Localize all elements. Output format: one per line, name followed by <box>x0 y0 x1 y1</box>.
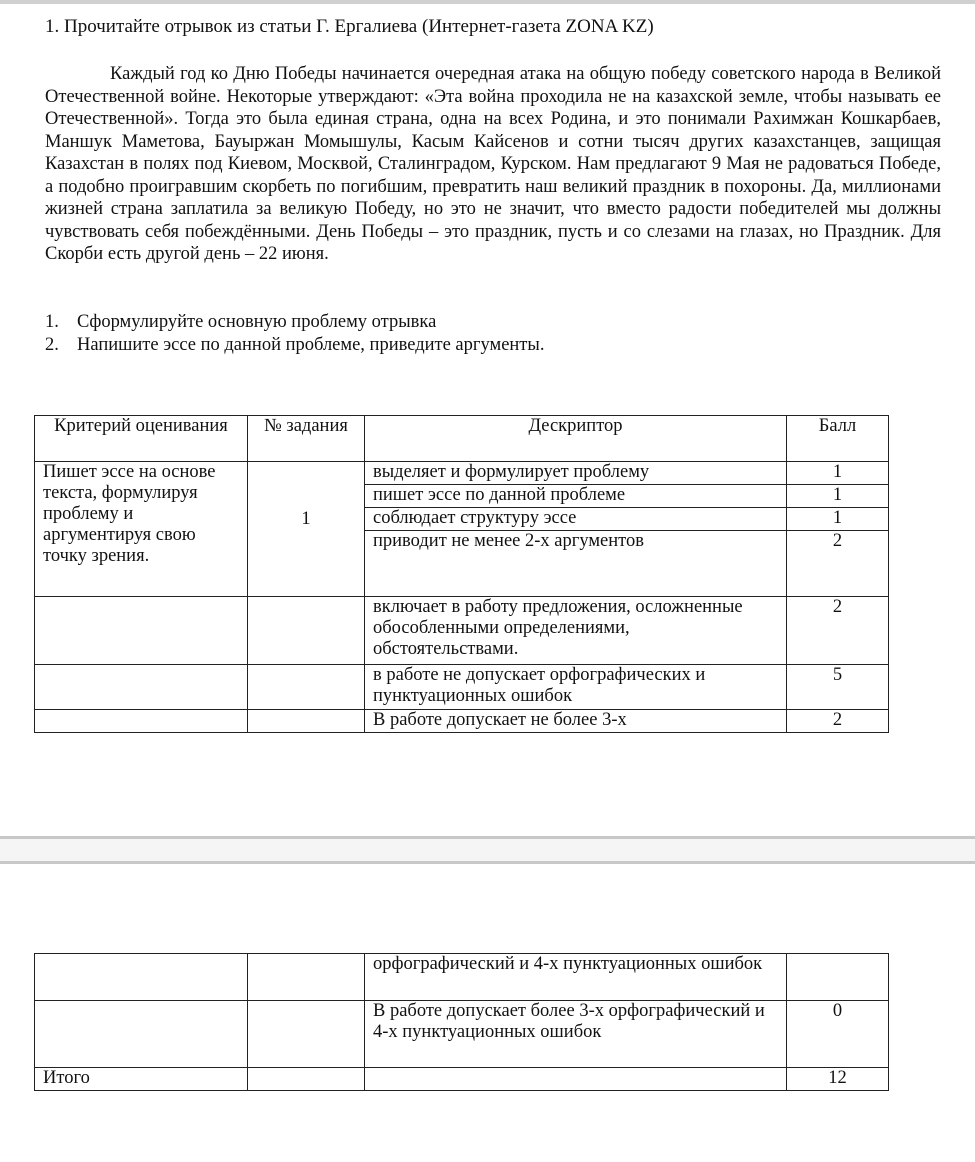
empty-cell <box>248 954 365 1001</box>
table-row <box>35 1001 889 1068</box>
total-row <box>35 1068 889 1091</box>
empty-cell <box>248 710 365 733</box>
task-text: Сформулируйте основную проблему отрывка <box>77 312 437 332</box>
task-item <box>45 334 544 357</box>
descriptor-cell: выделяет и формулирует проблему <box>365 462 787 485</box>
table-row <box>35 710 889 733</box>
header-row <box>35 416 889 462</box>
page-break <box>0 836 975 864</box>
score-cell: 2 <box>787 531 889 597</box>
table-row <box>35 665 889 710</box>
task-number: 2. <box>45 335 59 355</box>
descriptor-cell: соблюдает структуру эссе <box>365 508 787 531</box>
empty-cell <box>35 710 248 733</box>
task-list <box>45 311 544 357</box>
total-label: Итого <box>35 1068 248 1091</box>
score-cell <box>787 954 889 1001</box>
empty-cell <box>35 1001 248 1068</box>
page-top-edge <box>0 0 975 4</box>
descriptor-cell: орфографический и 4-х пунктуационных ошибок <box>365 954 787 1001</box>
empty-cell <box>35 665 248 710</box>
table-row <box>35 597 889 665</box>
task-text: Напишите эссе по данной проблеме, приведите аргументы. <box>77 335 545 355</box>
empty-cell <box>365 1068 787 1091</box>
descriptor-cell: В работе допускает более 3-х орфографический и 4-х пунктуационных ошибок <box>365 1001 787 1068</box>
descriptor-cell: пишет эссе по данной проблеме <box>365 485 787 508</box>
task-number: 1. <box>45 312 59 332</box>
empty-cell <box>248 1068 365 1091</box>
descriptor-cell: включает в работу предложения, осложненные обособленными определениями, обстоятельствами. <box>365 597 787 665</box>
score-cell: 2 <box>787 597 889 665</box>
task-item <box>45 311 544 334</box>
empty-cell <box>248 1001 365 1068</box>
score-cell: 5 <box>787 665 889 710</box>
header-score: Балл <box>787 416 889 462</box>
empty-cell <box>248 665 365 710</box>
empty-cell <box>35 954 248 1001</box>
score-cell: 2 <box>787 710 889 733</box>
assignment-heading: 1. Прочитайте отрывок из статьи Г. Ергалиева (Интернет-газета ZONA KZ) <box>45 16 654 37</box>
rubric-table-continued <box>34 953 889 1091</box>
header-criterion: Критерий оценивания <box>35 416 248 462</box>
descriptor-cell: В работе допускает не более 3-х <box>365 710 787 733</box>
empty-cell <box>248 597 365 665</box>
descriptor-cell: приводит не менее 2-х аргументов <box>365 531 787 597</box>
article-excerpt: Каждый год ко Дню Победы начинается очередная атака на общую победу советского народа в Великой Отечественной войне. Некоторые утверждают: «Эта война проходила не на казахской земле, чтобы называть ее Отечественной». Тогда это была единая страна, одна на всех Родина, и это понимали Рахимжан Кошкарбаев, Маншук Маметова, Бауыржан Момышулы, Касым Кайсенов и сотни тысяч других казахстанцев, защищая Казахстан в полях под Киевом, Москвой, Сталинградом, Курском. Нам предлагают 9 Мая не радоваться Победе, а подобно проигравшим скорбеть по погибшим, превратить наш великий праздник в похороны. Да, миллионами жизней страна заплатила за великую Победу, но это не значит, что вместо радости победителей мы должны чувствовать себя побеждёнными. День Победы – это праздник, пусть и со слезами на глазах, но Праздник. Для Скорби есть другой день – 22 июня. <box>45 64 941 264</box>
task-no-cell: 1 <box>248 462 365 597</box>
table-row <box>35 954 889 1001</box>
header-task-no: № задания <box>248 416 365 462</box>
score-cell: 1 <box>787 508 889 531</box>
empty-cell <box>35 597 248 665</box>
table-row <box>35 462 889 485</box>
rubric-table <box>34 415 889 733</box>
total-score: 12 <box>787 1068 889 1091</box>
score-cell: 1 <box>787 485 889 508</box>
descriptor-cell: в работе не допускает орфографических и пунктуационных ошибок <box>365 665 787 710</box>
criterion-cell: Пишет эссе на основе текста, формулируя проблему и аргументируя свою точку зрения. <box>35 462 248 597</box>
score-cell: 0 <box>787 1001 889 1068</box>
score-cell: 1 <box>787 462 889 485</box>
header-descriptor: Дескриптор <box>365 416 787 462</box>
